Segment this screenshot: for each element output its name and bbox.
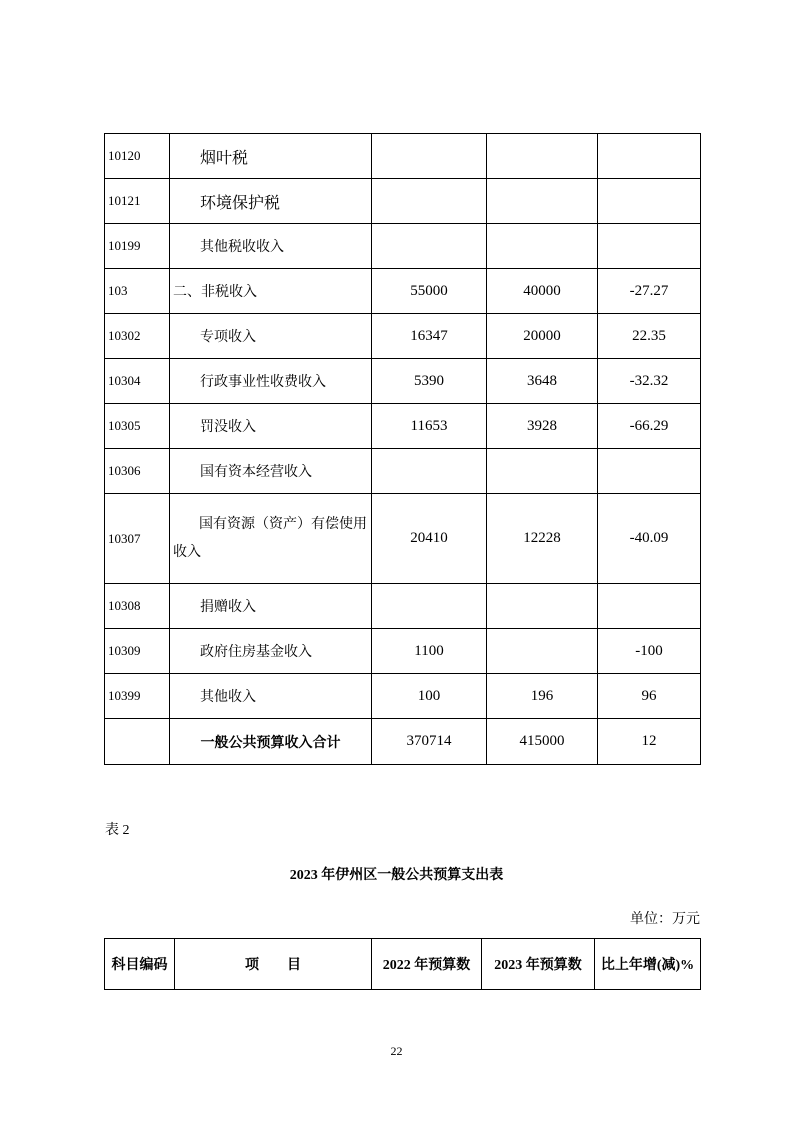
header-budget-2022: 2022 年预算数: [372, 939, 482, 990]
budget-2023: 20000: [487, 314, 598, 359]
header-row: [105, 939, 701, 990]
table-row: [105, 134, 701, 179]
change-percent: [598, 584, 701, 629]
subject-code: 10399: [105, 674, 170, 719]
budget-2022: 11653: [372, 404, 487, 449]
total-row: [105, 719, 701, 765]
budget-2022: 16347: [372, 314, 487, 359]
table-row: [105, 269, 701, 314]
budget-2022: [372, 584, 487, 629]
subject-code: 10121: [105, 179, 170, 224]
item-name: 二、非税收入: [170, 269, 372, 314]
budget-2023: 3928: [487, 404, 598, 449]
budget-2022: 5390: [372, 359, 487, 404]
item-name: 其他税收收入: [170, 224, 372, 269]
change-percent: [598, 179, 701, 224]
budget-2023: [487, 134, 598, 179]
table-row: [105, 359, 701, 404]
item-name: 行政事业性收费收入: [170, 359, 372, 404]
table-row: [105, 449, 701, 494]
subject-code: 10302: [105, 314, 170, 359]
item-name: 捐赠收入: [170, 584, 372, 629]
page-number: 22: [390, 1044, 403, 1058]
change-percent: [598, 224, 701, 269]
item-name: 罚没收入: [170, 404, 372, 449]
subject-code: 10199: [105, 224, 170, 269]
subject-code: 10305: [105, 404, 170, 449]
subject-code: 10120: [105, 134, 170, 179]
change-percent: -32.32: [598, 359, 701, 404]
header-item: 项 目: [175, 939, 372, 990]
budget-2023: 3648: [487, 359, 598, 404]
table-row: [105, 674, 701, 719]
budget-2022: [372, 449, 487, 494]
budget-2022: [372, 224, 487, 269]
change-percent: -66.29: [598, 404, 701, 449]
budget-2023: [487, 629, 598, 674]
table-row: [105, 584, 701, 629]
total-budget-2022: 370714: [372, 719, 487, 765]
budget-2023: [487, 224, 598, 269]
table-title: 2023 年伊州区一般公共预算支出表: [289, 868, 504, 883]
header-change-percent: 比上年增(减)%: [595, 939, 701, 990]
subject-code: [105, 719, 170, 765]
table-row: [105, 179, 701, 224]
item-name: 国有资源（资产）有偿使用收入: [170, 494, 372, 584]
header-subject-code: 科目编码: [105, 939, 175, 990]
table-label: 表 2: [105, 823, 130, 838]
budget-2023: [487, 179, 598, 224]
change-percent: 22.35: [598, 314, 701, 359]
budget-2023: [487, 449, 598, 494]
change-percent: -27.27: [598, 269, 701, 314]
table-row: [105, 494, 701, 584]
subject-code: 10306: [105, 449, 170, 494]
change-percent: 96: [598, 674, 701, 719]
unit-label: 单位：万元: [630, 912, 700, 927]
budget-2023: 40000: [487, 269, 598, 314]
total-change-percent: 12: [598, 719, 701, 765]
revenue-table: [104, 133, 701, 765]
item-name: 环境保护税: [170, 179, 372, 224]
table-row: [105, 629, 701, 674]
subject-code: 10307: [105, 494, 170, 584]
change-percent: [598, 449, 701, 494]
budget-2022: 20410: [372, 494, 487, 584]
item-name: 国有资本经营收入: [170, 449, 372, 494]
budget-2023: [487, 584, 598, 629]
subject-code: 10309: [105, 629, 170, 674]
table-row: [105, 224, 701, 269]
budget-2022: 55000: [372, 269, 487, 314]
total-label: 一般公共预算收入合计: [170, 719, 372, 765]
budget-2023: 196: [487, 674, 598, 719]
budget-2022: 100: [372, 674, 487, 719]
header-budget-2023: 2023 年预算数: [482, 939, 595, 990]
expenditure-table-header: [104, 938, 701, 990]
item-name: 烟叶税: [170, 134, 372, 179]
change-percent: -100: [598, 629, 701, 674]
subject-code: 10304: [105, 359, 170, 404]
table-row: [105, 314, 701, 359]
item-name: 政府住房基金收入: [170, 629, 372, 674]
item-name: 专项收入: [170, 314, 372, 359]
item-name: 其他收入: [170, 674, 372, 719]
budget-2022: 1100: [372, 629, 487, 674]
budget-2022: [372, 134, 487, 179]
change-percent: [598, 134, 701, 179]
table-row: [105, 404, 701, 449]
subject-code: 10308: [105, 584, 170, 629]
total-budget-2023: 415000: [487, 719, 598, 765]
budget-2023: 12228: [487, 494, 598, 584]
budget-2022: [372, 179, 487, 224]
change-percent: -40.09: [598, 494, 701, 584]
subject-code: 103: [105, 269, 170, 314]
